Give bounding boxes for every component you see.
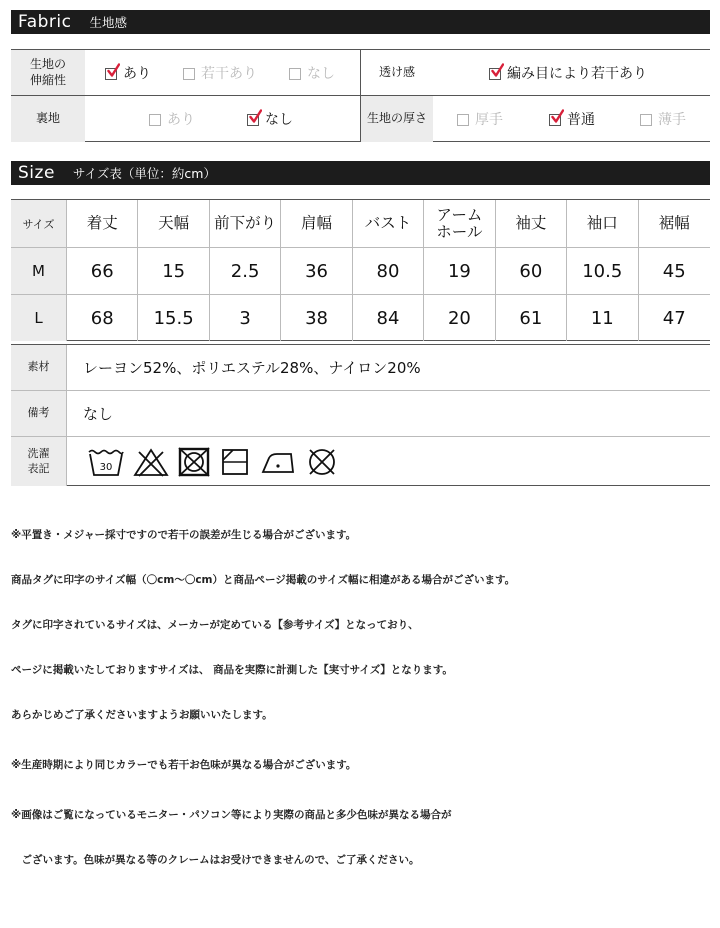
size-header-label: サイズ [11, 200, 67, 247]
stretch-option-no: なし [289, 50, 335, 95]
fabric-row-2 [11, 96, 710, 142]
info-table [11, 344, 710, 486]
note-line: 商品タグに印字のサイズ幅（〇cm〜〇cm）と商品ページ掲載のサイズ幅に相違がある場合がございます。 [11, 574, 516, 586]
table-cell: 15 [138, 248, 209, 294]
checkbox-empty-icon [640, 114, 652, 126]
lining-label: 裏地 [11, 96, 85, 142]
column-header: バスト [353, 200, 424, 247]
table-cell: 36 [281, 248, 352, 294]
size-header-row [11, 200, 710, 248]
size-table [11, 199, 710, 341]
table-row [11, 295, 710, 341]
table-cell: 84 [353, 295, 424, 341]
table-cell: 80 [353, 248, 424, 294]
lining-option-yes: あり [149, 96, 195, 142]
material-label: 素材 [11, 345, 67, 390]
checkbox-checked-icon [489, 68, 501, 80]
note-line: タグに印字されているサイズは、メーカーが定めている【参考サイズ】となっており、 [11, 619, 419, 631]
table-cell: 60 [496, 248, 567, 294]
table-cell: 45 [662, 260, 686, 282]
size-section-header [11, 161, 710, 185]
wash-temp-label: 30 [99, 461, 113, 473]
fabric-row-1 [11, 50, 710, 96]
column-header: 裾幅 [658, 214, 690, 233]
column-header: 着丈 [67, 200, 138, 247]
table-cell: 2.5 [210, 248, 281, 294]
sheer-label: 透け感 [361, 50, 433, 95]
table-cell: 15.5 [138, 295, 209, 341]
remarks-value: なし [83, 405, 114, 423]
checkbox-empty-icon [183, 68, 195, 80]
column-header: 肩幅 [281, 200, 352, 247]
note-line: ※生産時期により同じカラーでも若干お色味が異なる場合がございます。 [11, 759, 357, 771]
stretch-option-slight: 若干あり [183, 50, 257, 95]
checkbox-empty-icon [149, 114, 161, 126]
stretch-label: 生地の 伸縮性 [11, 50, 85, 95]
column-header: 袖口 [567, 200, 638, 247]
size-label: L [11, 295, 67, 341]
wash-30-icon [87, 446, 125, 478]
checkbox-checked-icon [247, 114, 259, 126]
note-line: ※平置き・メジャー採寸ですので若干の誤差が生じる場合がございます。 [11, 529, 357, 541]
fabric-table [11, 49, 710, 142]
sheer-option: 編み目により若干あり [489, 50, 647, 95]
material-row [11, 345, 710, 391]
table-cell: 20 [424, 295, 495, 341]
column-header: 袖丈 [496, 200, 567, 247]
note-line: ございます。色味が異なる等のクレームはお受けできませんので、ご了承ください。 [11, 854, 420, 866]
note-line: ページに掲載いたしておりますサイズは、 商品を実際に計測した【実寸サイズ】となります。 [11, 664, 453, 676]
table-cell: 38 [281, 295, 352, 341]
table-cell: 66 [67, 248, 138, 294]
checkbox-checked-icon [549, 114, 561, 126]
thickness-label: 生地の厚さ [361, 96, 433, 142]
fabric-title-jp: 生地感 [89, 15, 128, 30]
no-dry-clean-icon [305, 446, 339, 478]
checkbox-checked-icon [105, 68, 117, 80]
table-cell: 10.5 [567, 248, 638, 294]
checkbox-empty-icon [289, 68, 301, 80]
iron-low-icon [259, 446, 297, 478]
stretch-option-yes: あり [105, 50, 151, 95]
fabric-title-en: Fabric [18, 12, 72, 32]
no-bleach-icon [133, 446, 169, 478]
lining-option-no: なし [247, 96, 293, 142]
notes [11, 498, 515, 883]
column-header: アーム ホール [424, 200, 495, 247]
thickness-option-thick: 厚手 [457, 96, 503, 142]
table-row [11, 248, 710, 295]
care-label: 洗濯 表記 [11, 437, 67, 486]
size-label: M [11, 248, 67, 294]
remarks-label: 備考 [11, 391, 67, 436]
size-title-en: Size [18, 163, 55, 183]
table-cell: 11 [567, 295, 638, 341]
column-header: 前下がり [210, 200, 281, 247]
note-line: ※画像はご覧になっているモニター・パソコン等により実際の商品と多少色味が異なる場合が [11, 809, 452, 821]
table-cell: 19 [424, 248, 495, 294]
table-cell: 3 [210, 295, 281, 341]
size-title-jp: サイズ表（単位：約cm） [72, 166, 216, 181]
remarks-row [11, 391, 710, 437]
table-cell: 68 [67, 295, 138, 341]
material-value: レーヨン52%、ポリエステル28%、ナイロン20% [83, 359, 421, 377]
care-row [11, 437, 710, 486]
fabric-section-header [11, 10, 710, 34]
thickness-option-thin: 薄手 [640, 96, 686, 142]
line-dry-shade-icon [219, 446, 251, 478]
checkbox-empty-icon [457, 114, 469, 126]
table-cell: 61 [496, 295, 567, 341]
note-line: あらかじめご了承くださいますようお願いいたします。 [11, 709, 273, 721]
no-tumble-dry-icon [177, 446, 211, 478]
table-cell: 47 [662, 307, 686, 329]
thickness-option-normal: 普通 [549, 96, 595, 142]
care-icons [67, 437, 339, 486]
column-header: 天幅 [138, 200, 209, 247]
